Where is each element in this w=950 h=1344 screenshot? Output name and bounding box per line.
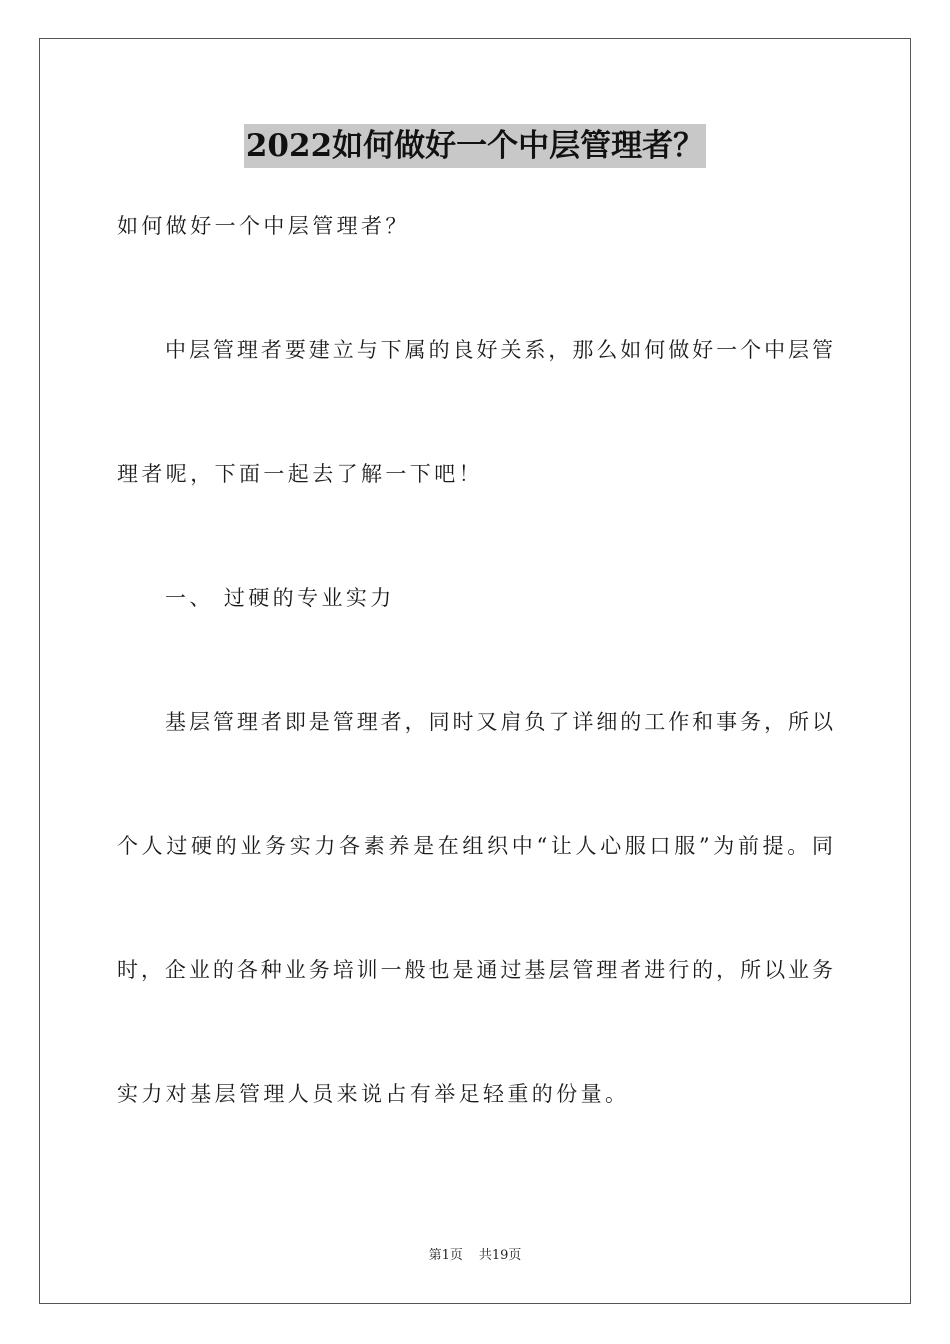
page-footer — [0, 1246, 950, 1266]
title-container — [0, 124, 950, 168]
paragraph-line: 时，企业的各种业务培训一般也是通过基层管理者进行的，所以业务 — [117, 958, 833, 982]
subtitle-line: 如何做好一个中层管理者？ — [117, 214, 410, 238]
document-title: 2022如何做好一个中层管理者？ — [244, 124, 706, 168]
paragraph-line: 基层管理者即是管理者，同时又肩负了详细的工作和事务，所以 — [165, 710, 833, 734]
section-heading: 一、 过硬的专业实力 — [165, 586, 395, 610]
paragraph-line: 中层管理者要建立与下属的良好关系，那么如何做好一个中层管 — [165, 338, 833, 362]
page-total: 共19页 — [478, 1248, 522, 1263]
paragraph-line: 个人过硬的业务实力各素养是在组织中“让人心服口服”为前提。同 — [117, 834, 833, 858]
page-number: 第1页 — [428, 1248, 463, 1263]
paragraph-line: 实力对基层管理人员来说占有举足轻重的份量。 — [117, 1082, 630, 1106]
paragraph-line: 理者呢，下面一起去了解一下吧！ — [117, 462, 483, 486]
